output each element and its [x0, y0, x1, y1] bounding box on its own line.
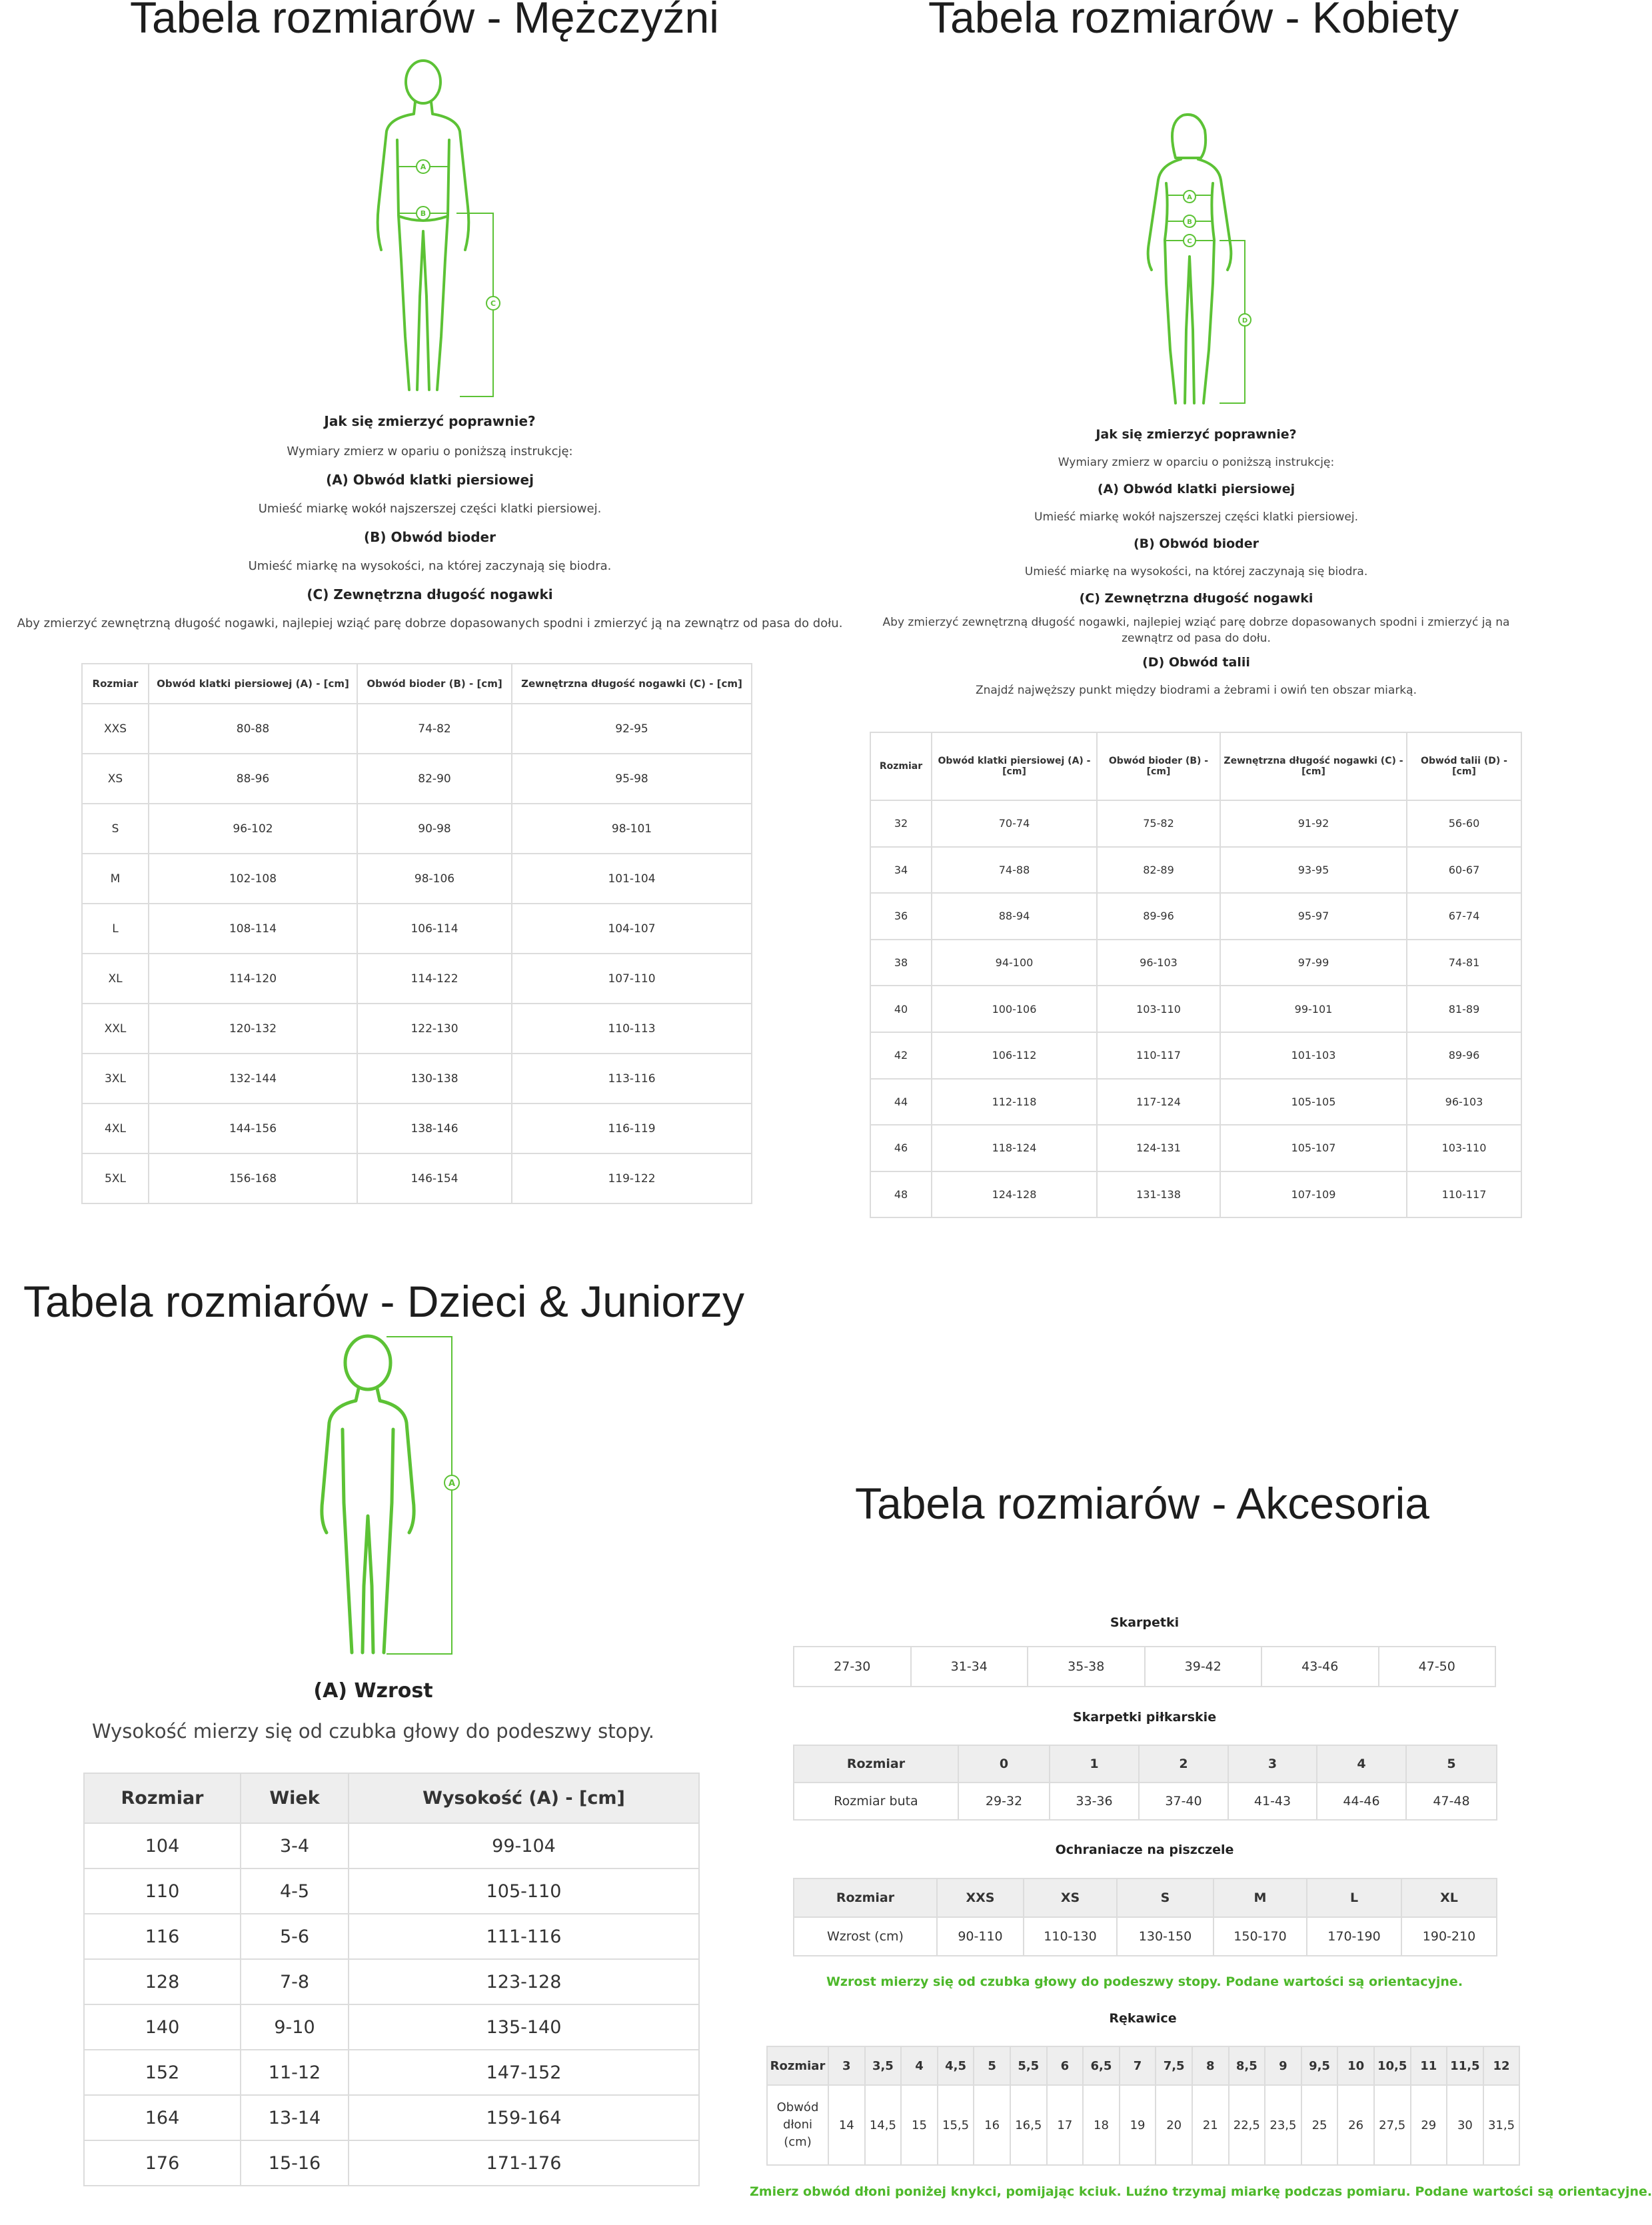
- shin-table-cell: 150-170: [1214, 1917, 1307, 1956]
- women-figure-label-b: B: [1187, 219, 1192, 226]
- men-table-cell: M: [82, 854, 149, 904]
- women-table-cell: 88-94: [932, 893, 1097, 940]
- men-title: Tabela rozmiarów - Mężczyźni: [130, 0, 719, 42]
- kids-table-cell: 4-5: [241, 1868, 349, 1914]
- kids-table-cell: 9-10: [241, 2004, 349, 2050]
- women-table-cell: 40: [870, 986, 932, 1032]
- women-table-cell: 94-100: [932, 940, 1097, 986]
- kids-figure-label-a: A: [448, 1479, 456, 1489]
- gloves-table-row: [767, 2085, 1519, 2165]
- kids-table-row: [84, 2050, 699, 2095]
- men-table-cell: 114-120: [149, 954, 357, 1004]
- men-table-cell: 98-101: [512, 804, 752, 854]
- women-table-cell: 96-103: [1407, 1079, 1521, 1125]
- gloves-table-cell: 15: [901, 2085, 938, 2165]
- women-c-text-1: Aby zmierzyć zewnętrzną długość nogawki, najlepiej wziąć parę dobrze dopasowanych spodni i zmierzyć ją na: [882, 616, 1510, 629]
- gloves-header-cell: 10,5: [1374, 2046, 1411, 2085]
- gloves-table-cell: 19: [1120, 2085, 1156, 2165]
- kids-table-cell: 140: [84, 2004, 241, 2050]
- men-table-cell: 156-168: [149, 1153, 357, 1203]
- gloves-header-cell: 10: [1337, 2046, 1374, 2085]
- women-instructions: [873, 426, 1519, 698]
- men-a-text: Umieść miarkę wokół najszerszej części klatki piersiowej.: [258, 502, 602, 516]
- men-how-title: Jak się zmierzyć poprawnie?: [324, 413, 536, 429]
- men-table-cell: 4XL: [82, 1104, 149, 1153]
- kids-instructions: [67, 1679, 680, 1743]
- men-table-cell: XXS: [82, 704, 149, 754]
- men-table-cell: XXL: [82, 1004, 149, 1054]
- gloves-table-cell: 14,5: [865, 2085, 902, 2165]
- women-table-row: [870, 986, 1521, 1032]
- men-table-cell: 132-144: [149, 1054, 357, 1104]
- men-table-cell: S: [82, 804, 149, 854]
- kids-title: Tabela rozmiarów - Dzieci & Juniorzy: [23, 1277, 745, 1326]
- women-table-cell: 38: [870, 940, 932, 986]
- women-table-cell: 42: [870, 1032, 932, 1079]
- women-table-cell: 91-92: [1220, 800, 1407, 847]
- men-table-row: [82, 1104, 752, 1153]
- shin-table-cell: 190-210: [1401, 1917, 1497, 1956]
- kids-table-cell: 99-104: [349, 1823, 699, 1868]
- women-body-outline: [1126, 110, 1259, 410]
- men-how-sub: Wymiary zmierz w opariu o poniższą instrukcję:: [287, 444, 573, 458]
- women-table-cell: 56-60: [1407, 800, 1521, 847]
- shin-header-row: [794, 1878, 1497, 1917]
- women-table-row: [870, 893, 1521, 940]
- women-table-cell: 81-89: [1407, 986, 1521, 1032]
- gloves-note: Zmierz obwód dłoni poniżej knykci, pomijając kciuk. Luźno trzymaj miarkę podczas pomiaru. Podane wartości są orientacyjne.: [750, 2184, 1652, 2199]
- socks-row: [794, 1647, 1495, 1687]
- football-socks-table-cell: Rozmiar buta: [794, 1783, 958, 1820]
- gloves-table-cell: 18: [1083, 2085, 1120, 2165]
- men-table-row: [82, 954, 752, 1004]
- men-table-cell: 107-110: [512, 954, 752, 1004]
- women-table-cell: 46: [870, 1125, 932, 1171]
- kids-table-row: [84, 2095, 699, 2140]
- men-table-cell: 108-114: [149, 904, 357, 954]
- shin-header-cell: Rozmiar: [794, 1878, 937, 1917]
- kids-table-cell: 116: [84, 1914, 241, 1959]
- men-body-outline: [360, 57, 506, 403]
- kids-table-row: [84, 1959, 699, 2004]
- women-b-title: (B) Obwód bioder: [1133, 536, 1259, 551]
- football-socks-table-cell: 41-43: [1228, 1783, 1317, 1820]
- shin-header-cell: L: [1307, 1878, 1401, 1917]
- socks-size-cell: 39-42: [1145, 1647, 1262, 1687]
- men-table-cell: 110-113: [512, 1004, 752, 1054]
- kids-a-title: (A) Wzrost: [313, 1679, 433, 1703]
- men-table-row: [82, 1054, 752, 1104]
- gloves-header-cell: 5,5: [1010, 2046, 1047, 2085]
- kids-table-cell: 3-4: [241, 1823, 349, 1868]
- kids-table-cell: 111-116: [349, 1914, 699, 1959]
- accessories-title: Tabela rozmiarów - Akcesoria: [855, 1479, 1429, 1528]
- men-col-header: Obwód klatki piersiowej (A) - [cm]: [149, 664, 357, 704]
- kids-table-row: [84, 1868, 699, 1914]
- kids-table-row: [84, 2004, 699, 2050]
- women-c-text-2: zewnątrz od pasa do dołu.: [1122, 632, 1271, 645]
- kids-table-cell: 176: [84, 2140, 241, 2186]
- men-c-title: (C) Zewnętrzna długość nogawki: [307, 586, 553, 602]
- women-table-cell: 101-103: [1220, 1032, 1407, 1079]
- men-figure-label-c: C: [490, 299, 496, 308]
- gloves-table-cell: 31,5: [1483, 2085, 1520, 2165]
- men-table-cell: 114-122: [357, 954, 512, 1004]
- football-socks-table-row: [794, 1783, 1497, 1820]
- football-socks-table-cell: 47-48: [1406, 1783, 1497, 1820]
- women-table-cell: 60-67: [1407, 847, 1521, 894]
- men-table-cell: XS: [82, 754, 149, 804]
- gloves-header-cell: 4,5: [938, 2046, 974, 2085]
- men-table-cell: 88-96: [149, 754, 357, 804]
- gloves-header-cell: 9,5: [1301, 2046, 1338, 2085]
- women-table-row: [870, 1125, 1521, 1171]
- women-table-cell: 93-95: [1220, 847, 1407, 894]
- gloves-header-cell: 6,5: [1083, 2046, 1120, 2085]
- kids-a-text: Wysokość mierzy się od czubka głowy do podeszwy stopy.: [91, 1720, 655, 1743]
- kids-table-cell: 7-8: [241, 1959, 349, 2004]
- women-table-row: [870, 1171, 1521, 1218]
- socks-size-cell: 47-50: [1379, 1647, 1496, 1687]
- gloves-table: [766, 2046, 1520, 2166]
- men-table-cell: 95-98: [512, 754, 752, 804]
- gloves-table-cell: 20: [1156, 2085, 1192, 2165]
- football-socks-header-cell: 3: [1228, 1745, 1317, 1783]
- women-table-cell: 67-74: [1407, 893, 1521, 940]
- women-col-header: Obwód klatki piersiowej (A) - [cm]: [932, 732, 1097, 800]
- kids-table-cell: 13-14: [241, 2095, 349, 2140]
- football-socks-header-cell: Rozmiar: [794, 1745, 958, 1783]
- gloves-table-cell: 15,5: [938, 2085, 974, 2165]
- women-table-cell: 117-124: [1097, 1079, 1220, 1125]
- kids-body-figure: [313, 1333, 473, 1659]
- women-col-header: Rozmiar: [870, 732, 932, 800]
- women-figure-label-c: C: [1187, 238, 1192, 245]
- women-table-row: [870, 940, 1521, 986]
- women-table-cell: 105-107: [1220, 1125, 1407, 1171]
- women-table-cell: 124-131: [1097, 1125, 1220, 1171]
- socks-size-cell: 35-38: [1028, 1647, 1145, 1687]
- gloves-header-cell: 12: [1483, 2046, 1520, 2085]
- men-instructions: [7, 413, 853, 632]
- kids-table-cell: 104: [84, 1823, 241, 1868]
- women-col-header: Zewnętrzna długość nogawki (C) - [cm]: [1220, 732, 1407, 800]
- women-table-cell: 74-81: [1407, 940, 1521, 986]
- kids-table-cell: 135-140: [349, 2004, 699, 2050]
- kids-table-cell: 105-110: [349, 1868, 699, 1914]
- shin-table-row: [794, 1917, 1497, 1956]
- gloves-header-cell: 4: [901, 2046, 938, 2085]
- kids-table-cell: 171-176: [349, 2140, 699, 2186]
- women-table-cell: 96-103: [1097, 940, 1220, 986]
- kids-col-header: Wysokość (A) - [cm]: [349, 1773, 699, 1823]
- women-table-row: [870, 1079, 1521, 1125]
- men-col-header: Obwód bioder (B) - [cm]: [357, 664, 512, 704]
- shin-header-cell: XL: [1401, 1878, 1497, 1917]
- socks-size-cell: 43-46: [1261, 1647, 1379, 1687]
- kids-table-cell: 123-128: [349, 1959, 699, 2004]
- kids-table-cell: 110: [84, 1868, 241, 1914]
- women-table-cell: 124-128: [932, 1171, 1097, 1218]
- men-table-cell: 119-122: [512, 1153, 752, 1203]
- men-col-header: Zewnętrzna długość nogawki (C) - [cm]: [512, 664, 752, 704]
- women-table-row: [870, 1032, 1521, 1079]
- shin-table-cell: 90-110: [937, 1917, 1024, 1956]
- kids-table-row: [84, 1914, 699, 1959]
- kids-table-row: [84, 1823, 699, 1868]
- kids-table-cell: 128: [84, 1959, 241, 2004]
- gloves-header-cell: 6: [1047, 2046, 1084, 2085]
- shin-table-cell: 130-150: [1117, 1917, 1214, 1956]
- kids-size-table: [83, 1773, 700, 2186]
- women-c-title: (C) Zewnętrzna długość nogawki: [1079, 591, 1313, 606]
- gloves-header-cell: 11: [1411, 2046, 1447, 2085]
- football-socks-title: Skarpetki piłkarskie: [1072, 1710, 1217, 1725]
- kids-col-header: Wiek: [241, 1773, 349, 1823]
- women-d-text: Znajdź najwęższy punkt między biodrami a żebrami i owiń ten obszar miarką.: [976, 684, 1417, 697]
- men-table-row: [82, 904, 752, 954]
- men-b-title: (B) Obwód bioder: [364, 529, 496, 545]
- gloves-header-cell: 8: [1192, 2046, 1229, 2085]
- men-a-title: (A) Obwód klatki piersiowej: [326, 472, 534, 488]
- women-table-cell: 82-89: [1097, 847, 1220, 894]
- women-table-cell: 118-124: [932, 1125, 1097, 1171]
- gloves-table-cell: 25: [1301, 2085, 1338, 2165]
- men-body-figure: [360, 57, 506, 403]
- gloves-header-cell: Rozmiar: [767, 2046, 828, 2085]
- gloves-table-cell: 16,5: [1010, 2085, 1047, 2165]
- women-table-cell: 74-88: [932, 847, 1097, 894]
- men-table-cell: 130-138: [357, 1054, 512, 1104]
- men-table-cell: L: [82, 904, 149, 954]
- gloves-header-cell: 3: [828, 2046, 865, 2085]
- football-socks-header-cell: 5: [1406, 1745, 1497, 1783]
- shin-guards-table: [793, 1878, 1497, 1956]
- men-table-cell: 92-95: [512, 704, 752, 754]
- shin-guards-title: Ochraniacze na piszczele: [1055, 1843, 1234, 1857]
- football-socks-table-cell: 33-36: [1050, 1783, 1139, 1820]
- men-table-cell: 122-130: [357, 1004, 512, 1054]
- women-table-cell: 105-105: [1220, 1079, 1407, 1125]
- women-title: Tabela rozmiarów - Kobiety: [928, 0, 1459, 42]
- kids-table-cell: 147-152: [349, 2050, 699, 2095]
- socks-table: [793, 1646, 1496, 1687]
- kids-col-header: Rozmiar: [84, 1773, 241, 1823]
- women-table-cell: 36: [870, 893, 932, 940]
- kids-table-cell: 152: [84, 2050, 241, 2095]
- shin-header-cell: XXS: [937, 1878, 1024, 1917]
- men-table-cell: 102-108: [149, 854, 357, 904]
- gloves-header-cell: 5: [974, 2046, 1010, 2085]
- women-table-cell: 103-110: [1407, 1125, 1521, 1171]
- gloves-header-cell: 7: [1120, 2046, 1156, 2085]
- men-table-cell: 96-102: [149, 804, 357, 854]
- women-how-title: Jak się zmierzyć poprawnie?: [1096, 427, 1297, 442]
- gloves-title: Rękawice: [1109, 2011, 1177, 2026]
- women-table-cell: 103-110: [1097, 986, 1220, 1032]
- gloves-header-cell: 11,5: [1447, 2046, 1483, 2085]
- men-table-cell: 146-154: [357, 1153, 512, 1203]
- women-b-text: Umieść miarkę na wysokości, na której zaczynają się biodra.: [1024, 565, 1368, 578]
- women-table-cell: 95-97: [1220, 893, 1407, 940]
- gloves-header-cell: 3,5: [865, 2046, 902, 2085]
- kids-table-cell: 11-12: [241, 2050, 349, 2095]
- women-table-cell: 100-106: [932, 986, 1097, 1032]
- kids-table-cell: 164: [84, 2095, 241, 2140]
- women-table-cell: 112-118: [932, 1079, 1097, 1125]
- men-table-row: [82, 804, 752, 854]
- gloves-table-cell: 23,5: [1265, 2085, 1301, 2165]
- shin-guards-note: Wzrost mierzy się od czubka głowy do podeszwy stopy. Podane wartości są orientacyjne.: [826, 1974, 1463, 1989]
- kids-table-cell: 5-6: [241, 1914, 349, 1959]
- men-table-cell: 74-82: [357, 704, 512, 754]
- kids-body-outline: [313, 1333, 473, 1659]
- socks-size-cell: 31-34: [911, 1647, 1028, 1687]
- men-table-cell: 144-156: [149, 1104, 357, 1153]
- socks-title: Skarpetki: [1110, 1615, 1180, 1630]
- women-col-header: Obwód bioder (B) - [cm]: [1097, 732, 1220, 800]
- kids-table-cell: 159-164: [349, 2095, 699, 2140]
- women-table-cell: 34: [870, 847, 932, 894]
- women-table-cell: 44: [870, 1079, 932, 1125]
- gloves-table-cell: 29: [1411, 2085, 1447, 2165]
- men-size-table: [81, 663, 752, 1204]
- women-figure-label-d: D: [1241, 317, 1248, 325]
- gloves-table-cell: 22,5: [1229, 2085, 1265, 2165]
- men-b-text: Umieść miarkę na wysokości, na której zaczynają się biodra.: [248, 559, 612, 573]
- football-socks-header-cell: 1: [1050, 1745, 1139, 1783]
- men-c-text: Aby zmierzyć zewnętrzną długość nogawki, najlepiej wziąć parę dobrze dopasowanych spodni i zmierzyć ją na zewnątrz od pasa do dołu.: [17, 616, 843, 630]
- shin-table-cell: 170-190: [1307, 1917, 1401, 1956]
- men-table-row: [82, 854, 752, 904]
- men-figure-label-a: A: [420, 163, 426, 171]
- football-socks-table-cell: 37-40: [1139, 1783, 1228, 1820]
- men-table-row: [82, 1153, 752, 1203]
- women-body-figure: [1126, 110, 1259, 410]
- women-table-cell: 70-74: [932, 800, 1097, 847]
- men-table-cell: XL: [82, 954, 149, 1004]
- gloves-header-cell: 9: [1265, 2046, 1301, 2085]
- women-d-title: (D) Obwód talii: [1142, 655, 1250, 670]
- women-table-cell: 48: [870, 1171, 932, 1218]
- women-table-cell: 131-138: [1097, 1171, 1220, 1218]
- women-table-cell: 97-99: [1220, 940, 1407, 986]
- men-table-row: [82, 1004, 752, 1054]
- shin-table-cell: 110-130: [1024, 1917, 1117, 1956]
- men-table-cell: 82-90: [357, 754, 512, 804]
- football-socks-table-cell: 29-32: [958, 1783, 1050, 1820]
- football-socks-header-row: [794, 1745, 1497, 1783]
- kids-table-cell: 15-16: [241, 2140, 349, 2186]
- women-figure-label-a: A: [1187, 194, 1192, 201]
- men-table-cell: 98-106: [357, 854, 512, 904]
- kids-table-row: [84, 2140, 699, 2186]
- gloves-table-cell: 14: [828, 2085, 865, 2165]
- women-table-row: [870, 847, 1521, 894]
- shin-header-cell: XS: [1024, 1878, 1117, 1917]
- women-table-cell: 89-96: [1407, 1032, 1521, 1079]
- women-col-header: Obwód talii (D) - [cm]: [1407, 732, 1521, 800]
- men-table-cell: 113-116: [512, 1054, 752, 1104]
- women-a-title: (A) Obwód klatki piersiowej: [1097, 482, 1295, 496]
- women-table-cell: 99-101: [1220, 986, 1407, 1032]
- football-socks-header-cell: 2: [1139, 1745, 1228, 1783]
- women-table-row: [870, 800, 1521, 847]
- women-table-cell: 106-112: [932, 1032, 1097, 1079]
- women-a-text: Umieść miarkę wokół najszerszej części klatki piersiowej.: [1034, 510, 1358, 524]
- gloves-header-cell: 8,5: [1229, 2046, 1265, 2085]
- men-table-cell: 106-114: [357, 904, 512, 954]
- men-table-cell: 90-98: [357, 804, 512, 854]
- women-table-cell: 107-109: [1220, 1171, 1407, 1218]
- gloves-row-label: Obwód dłoni (cm): [767, 2085, 828, 2165]
- gloves-table-cell: 16: [974, 2085, 1010, 2165]
- men-table-cell: 5XL: [82, 1153, 149, 1203]
- men-table-cell: 138-146: [357, 1104, 512, 1153]
- women-how-sub: Wymiary zmierz w oparciu o poniższą instrukcję:: [1058, 456, 1335, 469]
- women-table-cell: 32: [870, 800, 932, 847]
- women-size-table: [870, 732, 1522, 1218]
- men-table-row: [82, 754, 752, 804]
- football-socks-table: [793, 1745, 1497, 1821]
- gloves-table-cell: 17: [1047, 2085, 1084, 2165]
- football-socks-header-cell: 0: [958, 1745, 1050, 1783]
- men-table-cell: 116-119: [512, 1104, 752, 1153]
- shin-table-cell: Wzrost (cm): [794, 1917, 937, 1956]
- shin-header-cell: S: [1117, 1878, 1214, 1917]
- gloves-table-cell: 21: [1192, 2085, 1229, 2165]
- socks-size-cell: 27-30: [794, 1647, 911, 1687]
- gloves-table-cell: 27,5: [1374, 2085, 1411, 2165]
- men-table-row: [82, 704, 752, 754]
- gloves-header-row: [767, 2046, 1519, 2085]
- gloves-table-cell: 30: [1447, 2085, 1483, 2165]
- gloves-header-cell: 7,5: [1156, 2046, 1192, 2085]
- gloves-table-cell: 26: [1337, 2085, 1374, 2165]
- women-table-cell: 110-117: [1407, 1171, 1521, 1218]
- men-table-cell: 3XL: [82, 1054, 149, 1104]
- men-table-cell: 101-104: [512, 854, 752, 904]
- shin-header-cell: M: [1214, 1878, 1307, 1917]
- football-socks-header-cell: 4: [1317, 1745, 1406, 1783]
- women-table-cell: 75-82: [1097, 800, 1220, 847]
- women-table-cell: 110-117: [1097, 1032, 1220, 1079]
- men-table-cell: 80-88: [149, 704, 357, 754]
- men-figure-label-b: B: [420, 209, 426, 218]
- men-table-cell: 120-132: [149, 1004, 357, 1054]
- football-socks-table-cell: 44-46: [1317, 1783, 1406, 1820]
- men-table-cell: 104-107: [512, 904, 752, 954]
- women-table-cell: 89-96: [1097, 893, 1220, 940]
- men-col-header: Rozmiar: [82, 664, 149, 704]
